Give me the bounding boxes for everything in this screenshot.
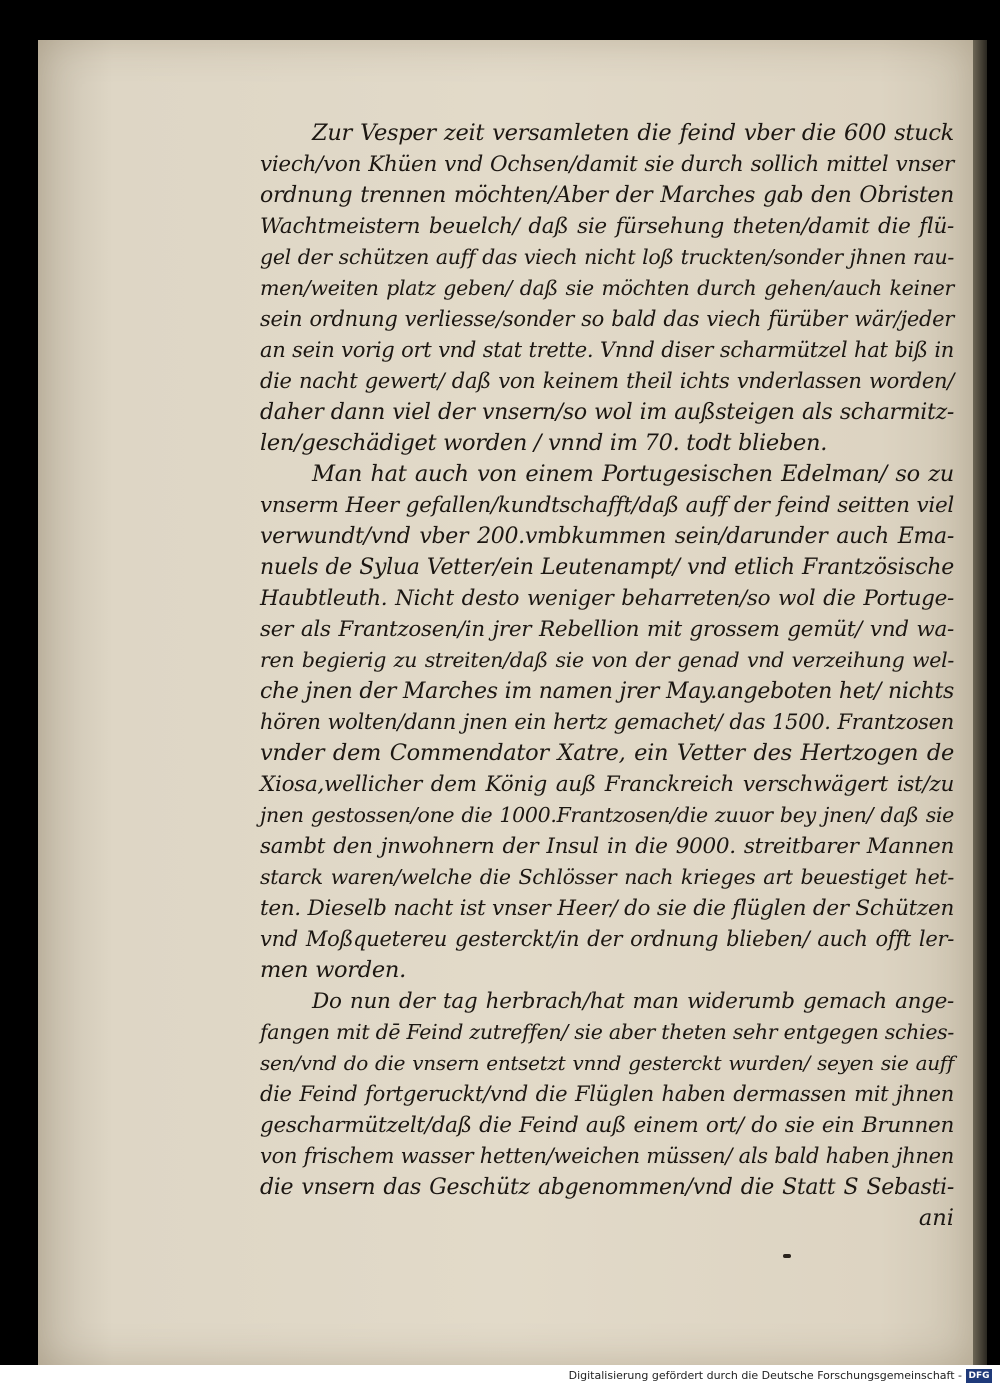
text-line: die nacht gewert/ daß von keinem theil ichts vnderlassen worden/ xyxy=(260,369,954,393)
text-line: hören wolten/dann jnen ein hertz gemachet/ das 1500. Frantzosen xyxy=(260,710,954,734)
text-line: men worden. xyxy=(260,957,406,983)
text-line: ser als Frantzosen/in jrer Rebellion mit grossem gemüt/ vnd wa- xyxy=(260,617,954,642)
text-line: die Feind fortgeruckt/vnd die Flüglen haben dermassen mit jhnen xyxy=(260,1082,954,1106)
text-line: verwundt/vnd vber 200.vmbkummen sein/darunder auch Ema- xyxy=(260,524,954,549)
text-line: von frischem wasser hetten/weichen müssen/ als bald haben jhnen xyxy=(260,1144,954,1168)
text-line: len/geschädiget worden / vnnd im 70. todt blieben. xyxy=(260,430,828,456)
text-line: Haubtleuth. Nicht desto weniger beharreten/so wol die Portuge- xyxy=(260,586,954,611)
text-line: ren begierig zu streiten/daß sie von der genad vnd verzeihung wel- xyxy=(260,648,954,672)
text-line: vnder dem Commendator Xatre, ein Vetter des Hertzogen de xyxy=(260,740,954,766)
text-line: Zur Vesper zeit versamleten die feind vber die 600 stuck xyxy=(312,120,954,146)
text-line: die vnsern das Geschütz abgenommen/vnd die Statt S Sebasti- xyxy=(260,1175,954,1200)
text-line: che jnen der Marches im namen jrer May.angeboten het/ nichts xyxy=(260,679,954,704)
text-line: vnserm Heer gefallen/kundtschafft/daß auff der feind seitten viel xyxy=(260,493,954,518)
footer-credit: Digitalisierung gefördert durch die Deutsche Forschungsgemeinschaft - xyxy=(568,1369,962,1382)
text-line: fangen mit dē Feind zutreffen/ sie aber theten sehr entgegen schies- xyxy=(260,1020,954,1044)
text-line: Do nun der tag herbrach/hat man widerumb gemach ange- xyxy=(312,989,954,1014)
text-line: sen/vnd do die vnsern entsetzt vnnd gesterckt wurden/ seyen sie auff xyxy=(260,1051,954,1075)
catchword: ani xyxy=(918,1205,954,1231)
text-line: Xiosa,wellicher dem König auß Franckreich verschwägert ist/zu xyxy=(260,772,954,797)
text-line: ordnung trennen möchten/Aber der Marches gab den Obristen xyxy=(260,183,954,208)
text-line: sambt den jnwohnern der Insul in die 9000. streitbarer Mannen xyxy=(260,834,954,859)
ink-mark xyxy=(783,1254,791,1258)
text-line: gescharmützelt/daß die Feind auß einem ort/ do sie ein Brunnen xyxy=(260,1113,954,1138)
text-line: men/weiten platz geben/ daß sie möchten durch gehen/auch keiner xyxy=(260,276,954,300)
text-line: daher dann viel der vnsern/so wol im außsteigen als scharmitz- xyxy=(260,400,954,425)
text-line: gel der schützen auff das viech nicht loß truckten/sonder jhnen rau- xyxy=(260,245,954,269)
dfg-logo-icon: DFG xyxy=(966,1369,992,1383)
text-line: Wachtmeistern beuelch/ daß sie fürsehung theten/damit die flü- xyxy=(260,214,954,239)
body-text xyxy=(260,118,954,1234)
text-line: viech/von Khüen vnd Ochsen/damit sie durch sollich mittel vnser xyxy=(260,152,954,177)
text-line: nuels de Sylua Vetter/ein Leutenampt/ vnd etlich Frantzösische xyxy=(260,555,954,580)
text-line: jnen gestossen/one die 1000.Frantzosen/die zuuor bey jnen/ daß sie xyxy=(260,803,954,827)
text-line: Man hat auch von einem Portugesischen Edelman/ so zu xyxy=(312,461,954,487)
text-line: an sein vorig ort vnd stat trette. Vnnd diser scharmützel hat biß in xyxy=(260,338,954,362)
page-edge-shadow xyxy=(973,40,987,1365)
footer-bar xyxy=(0,1365,1000,1387)
text-line: starck waren/welche die Schlösser nach krieges art beuestiget het- xyxy=(260,865,954,889)
text-line: sein ordnung verliesse/sonder so bald das viech fürüber wär/jeder xyxy=(260,307,954,331)
text-line: vnd Moßquetereu gesterckt/in der ordnung blieben/ auch offt ler- xyxy=(260,927,954,951)
text-line: ten. Dieselb nacht ist vnser Heer/ do sie die flüglen der Schützen xyxy=(260,896,954,921)
